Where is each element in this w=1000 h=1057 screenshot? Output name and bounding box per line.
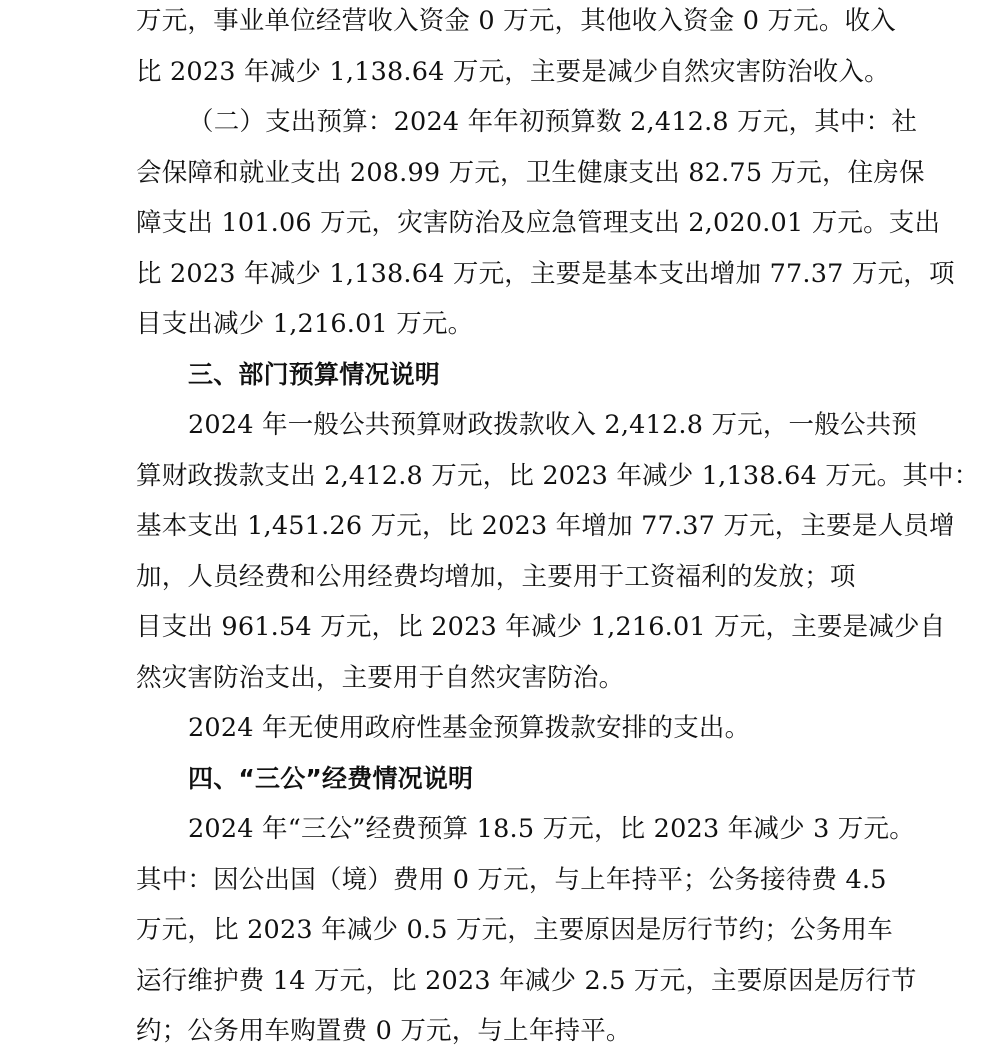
paragraph-line: 2024 年一般公共预算财政拨款收入 2,412.8 万元，一般公共预 [188, 410, 918, 440]
section-heading: 三、部门预算情况说明 [188, 359, 441, 389]
paragraph-line: 加，人员经费和公用经费均增加，主要用于工资福利的发放；项 [136, 561, 856, 592]
paragraph-line: 比 2023 年减少 1,138.64 万元，主要是基本支出增加 77.37 万元，项 [136, 258, 955, 289]
paragraph-line: 比 2023 年减少 1,138.64 万元，主要是减少自然灾害防治收入。 [136, 56, 890, 87]
paragraph-line: 万元，事业单位经营收入资金 0 万元，其他收入资金 0 万元。收入 [136, 6, 896, 36]
paragraph-line: 万元，比 2023 年减少 0.5 万元，主要原因是厉行节约；公务用车 [136, 915, 893, 945]
section-heading: 四、“三公”经费情况说明 [188, 763, 474, 793]
paragraph-line: 算财政拨款支出 2,412.8 万元，比 2023 年减少 1,138.64 万元。其中： [136, 460, 980, 491]
paragraph-line: 然灾害防治支出，主要用于自然灾害防治。 [136, 662, 625, 693]
paragraph-line: 2024 年无使用政府性基金预算拨款安排的支出。 [188, 713, 751, 743]
paragraph-line: 运行维护费 14 万元，比 2023 年减少 2.5 万元，主要原因是厉行节 [136, 965, 917, 996]
paragraph-line: 目支出减少 1,216.01 万元。 [136, 309, 474, 339]
document-page [136, 0, 980, 1057]
paragraph-line: 障支出 101.06 万元，灾害防治及应急管理支出 2,020.01 万元。支出 [136, 208, 941, 238]
paragraph-line: 基本支出 1,451.26 万元，比 2023 年增加 77.37 万元，主要是人员增 [136, 511, 955, 541]
paragraph-line: 会保障和就业支出 208.99 万元，卫生健康支出 82.75 万元，住房保 [136, 157, 925, 188]
paragraph-line: 约；公务用车购置费 0 万元，与上年持平。 [136, 1016, 632, 1046]
paragraph-line: 目支出 961.54 万元，比 2023 年减少 1,216.01 万元，主要是减少自 [136, 612, 946, 642]
paragraph-line: 其中：因公出国（境）费用 0 万元，与上年持平；公务接待费 4.5 [136, 864, 887, 895]
paragraph-line: （二）支出预算：2024 年年初预算数 2,412.8 万元，其中：社 [188, 107, 918, 137]
paragraph-line: 2024 年“三公”经费预算 18.5 万元，比 2023 年减少 3 万元。 [188, 814, 915, 844]
